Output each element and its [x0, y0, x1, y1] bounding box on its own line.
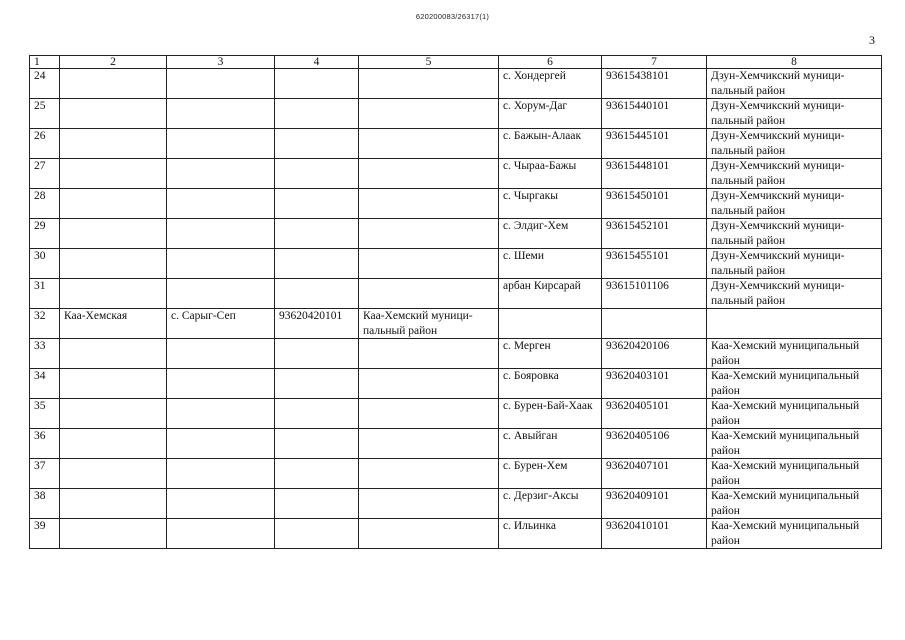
settlement-municipality-cell: Дзун-Хемчикский муници-пальный район: [707, 69, 882, 99]
settlement-municipality-cell: Каа-Хемский муниципальный район: [707, 459, 882, 489]
municipality-name-cell: [359, 399, 499, 429]
municipality-name-cell: [359, 459, 499, 489]
municipality-name-cell: [359, 189, 499, 219]
center-oktmo-cell: [275, 189, 359, 219]
settlement-oktmo-cell: 93620409101: [602, 489, 707, 519]
center-oktmo-cell: [275, 219, 359, 249]
settlement-name-cell: с. Чыргакы: [499, 189, 602, 219]
settlement-oktmo-cell: 93620407101: [602, 459, 707, 489]
center-name-cell: [167, 129, 275, 159]
settlement-oktmo-cell: 93615450101: [602, 189, 707, 219]
table-row: [30, 369, 882, 399]
settlement-municipality-cell: Каа-Хемский муниципальный район: [707, 339, 882, 369]
row-number-cell: 25: [30, 99, 60, 129]
settlement-municipality-cell: Каа-Хемский муниципальный район: [707, 429, 882, 459]
settlement-name-cell: арбан Кирсарай: [499, 279, 602, 309]
settlement-oktmo-cell: 93615438101: [602, 69, 707, 99]
settlement-oktmo-cell: 93615452101: [602, 219, 707, 249]
row-number-cell: 28: [30, 189, 60, 219]
table-row: [30, 429, 882, 459]
center-name-cell: с. Сарыг-Сеп: [167, 309, 275, 339]
region-name-cell: [60, 429, 167, 459]
region-name-cell: [60, 519, 167, 549]
settlement-name-cell: с. Чыраа-Бажы: [499, 159, 602, 189]
settlement-name-cell: с. Бажын-Алаак: [499, 129, 602, 159]
settlement-name-cell: с. Хондергей: [499, 69, 602, 99]
center-name-cell: [167, 339, 275, 369]
row-number-cell: 32: [30, 309, 60, 339]
row-number-cell: 24: [30, 69, 60, 99]
table-row: [30, 279, 882, 309]
header-row: [30, 56, 882, 69]
region-name-cell: [60, 399, 167, 429]
center-name-cell: [167, 429, 275, 459]
settlement-municipality-cell: Каа-Хемский муниципальный район: [707, 399, 882, 429]
region-name-cell: [60, 69, 167, 99]
settlement-municipality-cell: Дзун-Хемчикский муници-пальный район: [707, 99, 882, 129]
settlement-municipality-cell: Дзун-Хемчикский муници-пальный район: [707, 249, 882, 279]
settlement-oktmo-cell: 93620405101: [602, 399, 707, 429]
column-header: 3: [167, 56, 275, 69]
municipality-name-cell: [359, 279, 499, 309]
table-row: [30, 159, 882, 189]
row-number-cell: 36: [30, 429, 60, 459]
region-name-cell: [60, 459, 167, 489]
settlement-oktmo-cell: 93615101106: [602, 279, 707, 309]
region-name-cell: [60, 219, 167, 249]
center-name-cell: [167, 399, 275, 429]
table-row: [30, 399, 882, 429]
column-header: 2: [60, 56, 167, 69]
settlement-name-cell: с. Элдиг-Хем: [499, 219, 602, 249]
region-name-cell: [60, 369, 167, 399]
column-header: 7: [602, 56, 707, 69]
table-row: [30, 489, 882, 519]
region-name-cell: [60, 489, 167, 519]
settlement-municipality-cell: [707, 309, 882, 339]
center-name-cell: [167, 219, 275, 249]
settlement-name-cell: с. Мерген: [499, 339, 602, 369]
settlement-name-cell: [499, 309, 602, 339]
region-name-cell: [60, 339, 167, 369]
center-name-cell: [167, 369, 275, 399]
settlement-name-cell: с. Хорум-Даг: [499, 99, 602, 129]
document-id: 620200083/26317(1): [415, 12, 490, 21]
region-name-cell: [60, 99, 167, 129]
row-number-cell: 38: [30, 489, 60, 519]
row-number-cell: 34: [30, 369, 60, 399]
row-number-cell: 39: [30, 519, 60, 549]
region-name-cell: [60, 249, 167, 279]
table-row: [30, 189, 882, 219]
settlement-municipality-cell: Дзун-Хемчикский муници-пальный район: [707, 159, 882, 189]
settlement-municipality-cell: Каа-Хемский муниципальный район: [707, 369, 882, 399]
table-row: [30, 519, 882, 549]
municipality-name-cell: [359, 489, 499, 519]
settlement-oktmo-cell: 93620420106: [602, 339, 707, 369]
center-name-cell: [167, 459, 275, 489]
center-oktmo-cell: [275, 519, 359, 549]
table-row: [30, 219, 882, 249]
page-number: 3: [869, 33, 875, 47]
row-number-cell: 35: [30, 399, 60, 429]
municipality-name-cell: [359, 429, 499, 459]
center-oktmo-cell: [275, 429, 359, 459]
municipality-name-cell: [359, 249, 499, 279]
column-header: 6: [499, 56, 602, 69]
settlement-municipality-cell: Дзун-Хемчикский муници-пальный район: [707, 189, 882, 219]
row-number-cell: 29: [30, 219, 60, 249]
center-oktmo-cell: [275, 339, 359, 369]
table-row: [30, 309, 882, 339]
settlement-municipality-cell: Дзун-Хемчикский муници-пальный район: [707, 129, 882, 159]
row-number-cell: 27: [30, 159, 60, 189]
column-header: 1: [30, 56, 60, 69]
settlement-municipality-cell: Дзун-Хемчикский муници-пальный район: [707, 279, 882, 309]
center-oktmo-cell: [275, 489, 359, 519]
center-name-cell: [167, 519, 275, 549]
column-header: 5: [359, 56, 499, 69]
municipality-name-cell: [359, 129, 499, 159]
municipality-name-cell: [359, 339, 499, 369]
center-name-cell: [167, 249, 275, 279]
table-row: [30, 99, 882, 129]
row-number-cell: 26: [30, 129, 60, 159]
row-number-cell: 37: [30, 459, 60, 489]
settlement-name-cell: с. Ильинка: [499, 519, 602, 549]
center-name-cell: [167, 69, 275, 99]
settlement-oktmo-cell: [602, 309, 707, 339]
center-oktmo-cell: 93620420101: [275, 309, 359, 339]
settlement-name-cell: с. Бурен-Хем: [499, 459, 602, 489]
column-header: 8: [707, 56, 882, 69]
settlement-oktmo-cell: 93615440101: [602, 99, 707, 129]
center-name-cell: [167, 489, 275, 519]
center-oktmo-cell: [275, 159, 359, 189]
center-oktmo-cell: [275, 399, 359, 429]
center-oktmo-cell: [275, 99, 359, 129]
settlement-oktmo-cell: 93615445101: [602, 129, 707, 159]
settlement-oktmo-cell: 93620410101: [602, 519, 707, 549]
settlement-oktmo-cell: 93620403101: [602, 369, 707, 399]
center-oktmo-cell: [275, 459, 359, 489]
center-name-cell: [167, 159, 275, 189]
center-oktmo-cell: [275, 69, 359, 99]
municipality-name-cell: [359, 69, 499, 99]
municipality-name-cell: [359, 159, 499, 189]
center-oktmo-cell: [275, 369, 359, 399]
center-name-cell: [167, 189, 275, 219]
settlement-municipality-cell: Каа-Хемский муниципальный район: [707, 519, 882, 549]
column-header: 4: [275, 56, 359, 69]
registry-table: [29, 55, 882, 549]
row-number-cell: 33: [30, 339, 60, 369]
row-number-cell: 30: [30, 249, 60, 279]
center-name-cell: [167, 99, 275, 129]
municipality-name-cell: [359, 99, 499, 129]
row-number-cell: 31: [30, 279, 60, 309]
settlement-municipality-cell: Дзун-Хемчикский муници-пальный район: [707, 219, 882, 249]
center-oktmo-cell: [275, 249, 359, 279]
settlement-name-cell: с. Дерзиг-Аксы: [499, 489, 602, 519]
municipality-name-cell: [359, 219, 499, 249]
center-oktmo-cell: [275, 279, 359, 309]
municipality-name-cell: Каа-Хемский муници-пальный район: [359, 309, 499, 339]
table-row: [30, 459, 882, 489]
settlement-oktmo-cell: 93620405106: [602, 429, 707, 459]
table-row: [30, 129, 882, 159]
region-name-cell: [60, 279, 167, 309]
region-name-cell: [60, 129, 167, 159]
region-name-cell: [60, 189, 167, 219]
settlement-name-cell: с. Авыйган: [499, 429, 602, 459]
settlement-oktmo-cell: 93615455101: [602, 249, 707, 279]
settlement-name-cell: с. Шеми: [499, 249, 602, 279]
center-name-cell: [167, 279, 275, 309]
settlement-oktmo-cell: 93615448101: [602, 159, 707, 189]
municipality-name-cell: [359, 519, 499, 549]
region-name-cell: [60, 159, 167, 189]
table-row: [30, 339, 882, 369]
table-row: [30, 69, 882, 99]
settlement-name-cell: с. Бояровка: [499, 369, 602, 399]
center-oktmo-cell: [275, 129, 359, 159]
region-name-cell: Каа-Хемская: [60, 309, 167, 339]
table-row: [30, 249, 882, 279]
settlement-name-cell: с. Бурен-Бай-Хаак: [499, 399, 602, 429]
municipality-name-cell: [359, 369, 499, 399]
settlement-municipality-cell: Каа-Хемский муниципальный район: [707, 489, 882, 519]
